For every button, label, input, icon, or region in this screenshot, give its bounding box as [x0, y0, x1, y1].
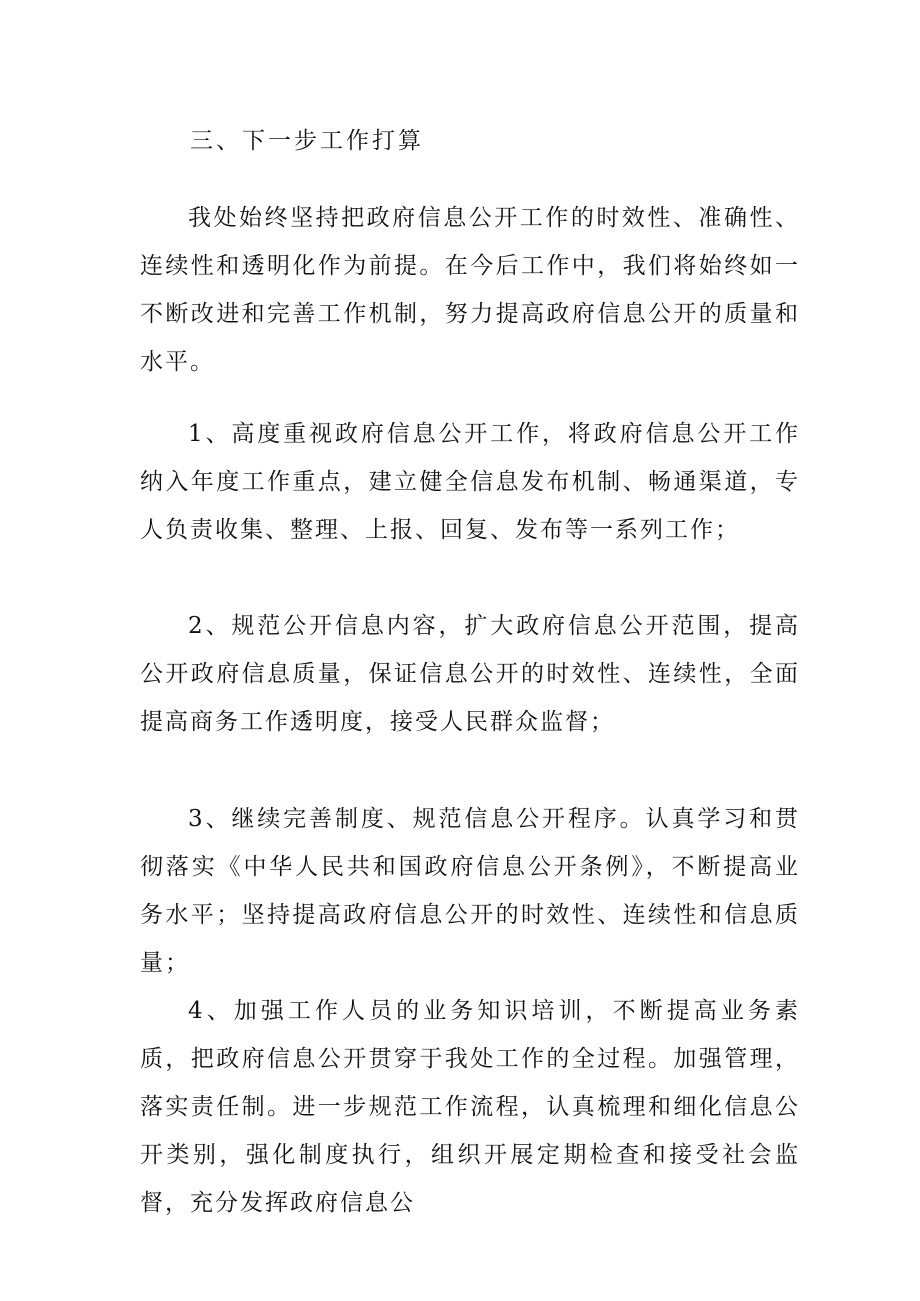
list-item-4: 4、加强工作人员的业务知识培训，不断提高业务素质，把政府信息公开贯穿于我处工作的全过程。加强管理，落实责任制。进一步规范工作流程，认真梳理和细化信息公开类别，强化制度执行，组织开展定期检查和接受社会监督，充分发挥政府信息公: [140, 998, 800, 1216]
section-heading: 三、下一步工作打算: [190, 128, 424, 154]
intro-paragraph: 我处始终坚持把政府信息公开工作的时效性、准确性、连续性和透明化作为前提。在今后工作中，我们将始终如一不断改进和完善工作机制，努力提高政府信息公开的质量和水平。: [140, 205, 800, 375]
list-item-2: 2、规范公开信息内容，扩大政府信息公开范围，提高公开政府信息质量，保证信息公开的时效性、连续性，全面提高商务工作透明度，接受人民群众监督；: [140, 613, 800, 735]
list-item-3: 3、继续完善制度、规范信息公开程序。认真学习和贯彻落实《中华人民共和国政府信息公开条例》，不断提高业务水平；坚持提高政府信息公开的时效性、连续性和信息质量；: [140, 806, 800, 976]
list-item-1: 1、高度重视政府信息公开工作，将政府信息公开工作纳入年度工作重点，建立健全信息发布机制、畅通渠道，专人负责收集、整理、上报、回复、发布等一系列工作；: [140, 421, 800, 543]
